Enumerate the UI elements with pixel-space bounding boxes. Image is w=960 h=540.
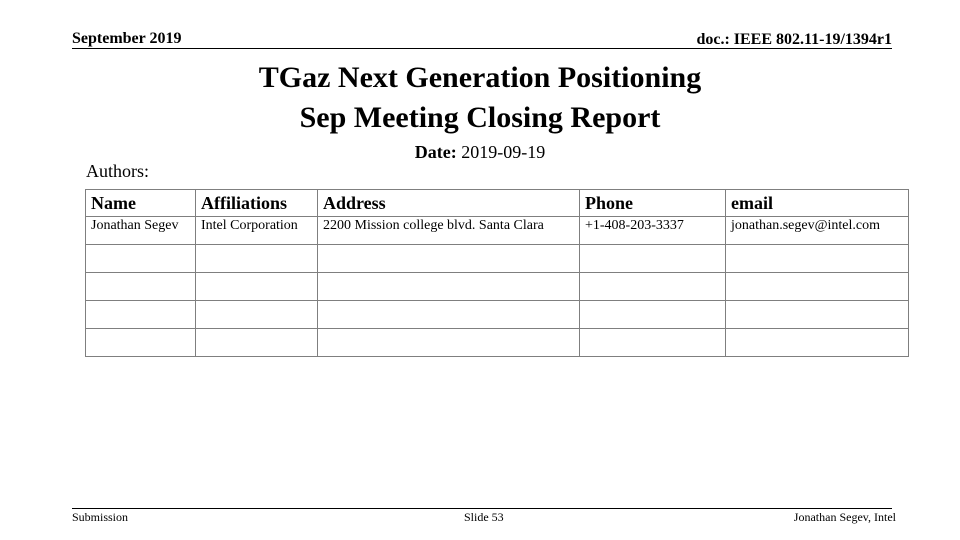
header-doc-id: doc.: IEEE 802.11-19/1394r1	[696, 31, 892, 48]
table-cell-address	[318, 329, 580, 357]
column-header-affiliations: Affiliations	[196, 190, 318, 217]
table-cell-phone	[580, 301, 726, 329]
table-row	[86, 245, 909, 273]
table-cell-affiliation	[196, 329, 318, 357]
footer-submission: Submission	[72, 510, 129, 524]
table-cell-affiliation	[196, 301, 318, 329]
table-cell-address	[318, 245, 580, 273]
footer-author: Jonathan Segev, Intel	[793, 510, 896, 524]
table-cell-email	[726, 273, 909, 301]
header-divider	[72, 48, 892, 49]
slide-title-line-1: TGaz Next Generation Positioning	[258, 61, 702, 94]
table-cell-email	[726, 329, 909, 357]
slide-title	[0, 58, 960, 138]
header-date: September 2019	[72, 30, 182, 47]
authors-table	[85, 189, 909, 357]
column-header-email: email	[726, 190, 909, 217]
table-cell-name: Jonathan Segev	[86, 217, 196, 245]
table-header-row	[86, 190, 909, 217]
date-line	[0, 142, 960, 163]
table-row	[86, 329, 909, 357]
table-cell-name	[86, 329, 196, 357]
table-cell-address: 2200 Mission college blvd. Santa Clara	[318, 217, 580, 245]
table-cell-name	[86, 273, 196, 301]
table-cell-email	[726, 245, 909, 273]
table-cell-name	[86, 245, 196, 273]
table-cell-email	[726, 301, 909, 329]
date-value: 2019-09-19	[461, 142, 546, 162]
authors-label: Authors:	[86, 161, 149, 181]
date-label: Date:	[414, 142, 457, 162]
table-cell-address	[318, 273, 580, 301]
table-cell-phone	[580, 329, 726, 357]
column-header-phone: Phone	[580, 190, 726, 217]
table-row	[86, 301, 909, 329]
table-cell-name	[86, 301, 196, 329]
table-cell-email: jonathan.segev@intel.com	[726, 217, 909, 245]
table-cell-phone	[580, 245, 726, 273]
table-row	[86, 273, 909, 301]
table-row	[86, 217, 909, 245]
table-cell-affiliation: Intel Corporation	[196, 217, 318, 245]
column-header-name: Name	[86, 190, 196, 217]
table-cell-address	[318, 301, 580, 329]
slide-title-line-2: Sep Meeting Closing Report	[299, 101, 661, 134]
table-cell-affiliation	[196, 245, 318, 273]
footer-slide-number: Slide 53	[464, 510, 504, 524]
footer-divider	[72, 508, 892, 509]
column-header-address: Address	[318, 190, 580, 217]
table-cell-phone	[580, 273, 726, 301]
table-cell-phone: +1-408-203-3337	[580, 217, 726, 245]
table-cell-affiliation	[196, 273, 318, 301]
